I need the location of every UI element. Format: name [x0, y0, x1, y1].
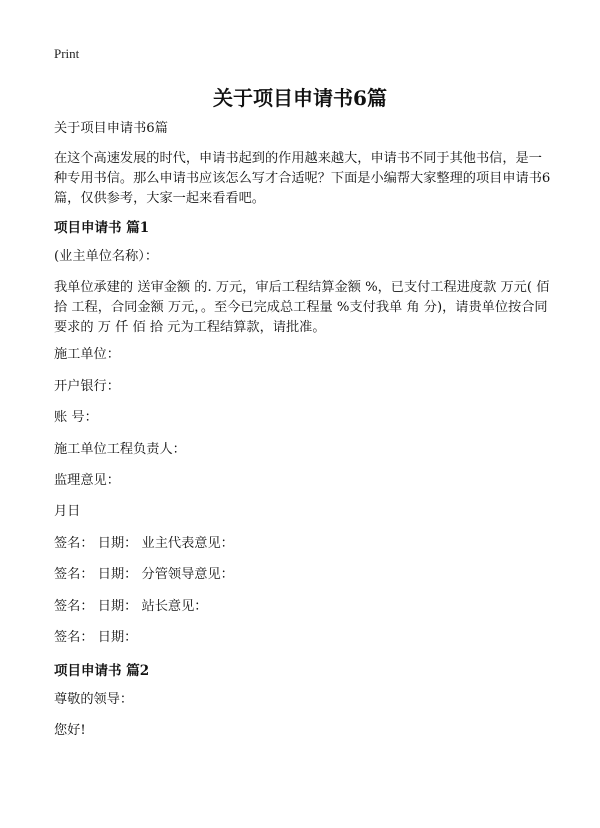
- account-line: 账 号：: [54, 410, 98, 425]
- owner-unit-line: (业主单位名称）：: [54, 249, 159, 264]
- intro-paragraph: 在这个高速发展的时代，申请书起到的作用越来越大，申请书不同于其他书信，是一种专用书信。那么申请书应该怎么写才合适呢？下面是小编帮大家整理的项目申请书6篇，仅供参考，大家一起来看看吧。: [54, 151, 551, 206]
- signature-line: 签名： 日期： 业主代表意见：: [54, 536, 234, 551]
- signature-line: 签名： 日期： 分管领导意见：: [54, 567, 234, 582]
- section-1-body: 我单位承建的 送审金额 的. 万元，审后工程结算金额 %，已支付工程进度款 万元( 佰 拾 工程，合同金额 万元，。至今已完成总工程量 %支付我单 角 分)，请贵单位按合同要求的 万 仟 佰 拾 元为工程结算款，请批准。: [54, 280, 550, 335]
- month-day-line: 月日: [54, 504, 81, 519]
- hello-line: 您好!: [54, 723, 86, 738]
- signature-line: 签名： 日期：: [54, 630, 138, 645]
- greeting-line: 尊敬的领导：: [54, 692, 134, 707]
- subtitle-text: 关于项目申请书6篇: [54, 121, 168, 136]
- page-title: 关于项目申请书6篇: [213, 86, 387, 110]
- signature-line: 签名： 日期： 站长意见：: [54, 599, 208, 614]
- section-2-heading: 项目申请书 篇2: [54, 663, 150, 679]
- print-link[interactable]: Print: [54, 46, 80, 61]
- construction-unit-line: 施工单位：: [54, 347, 120, 362]
- supervision-opinion-line: 监理意见：: [54, 473, 120, 488]
- bank-line: 开户银行：: [54, 379, 120, 394]
- section-1-heading: 项目申请书 篇1: [54, 220, 150, 236]
- project-manager-line: 施工单位工程负责人：: [54, 442, 186, 457]
